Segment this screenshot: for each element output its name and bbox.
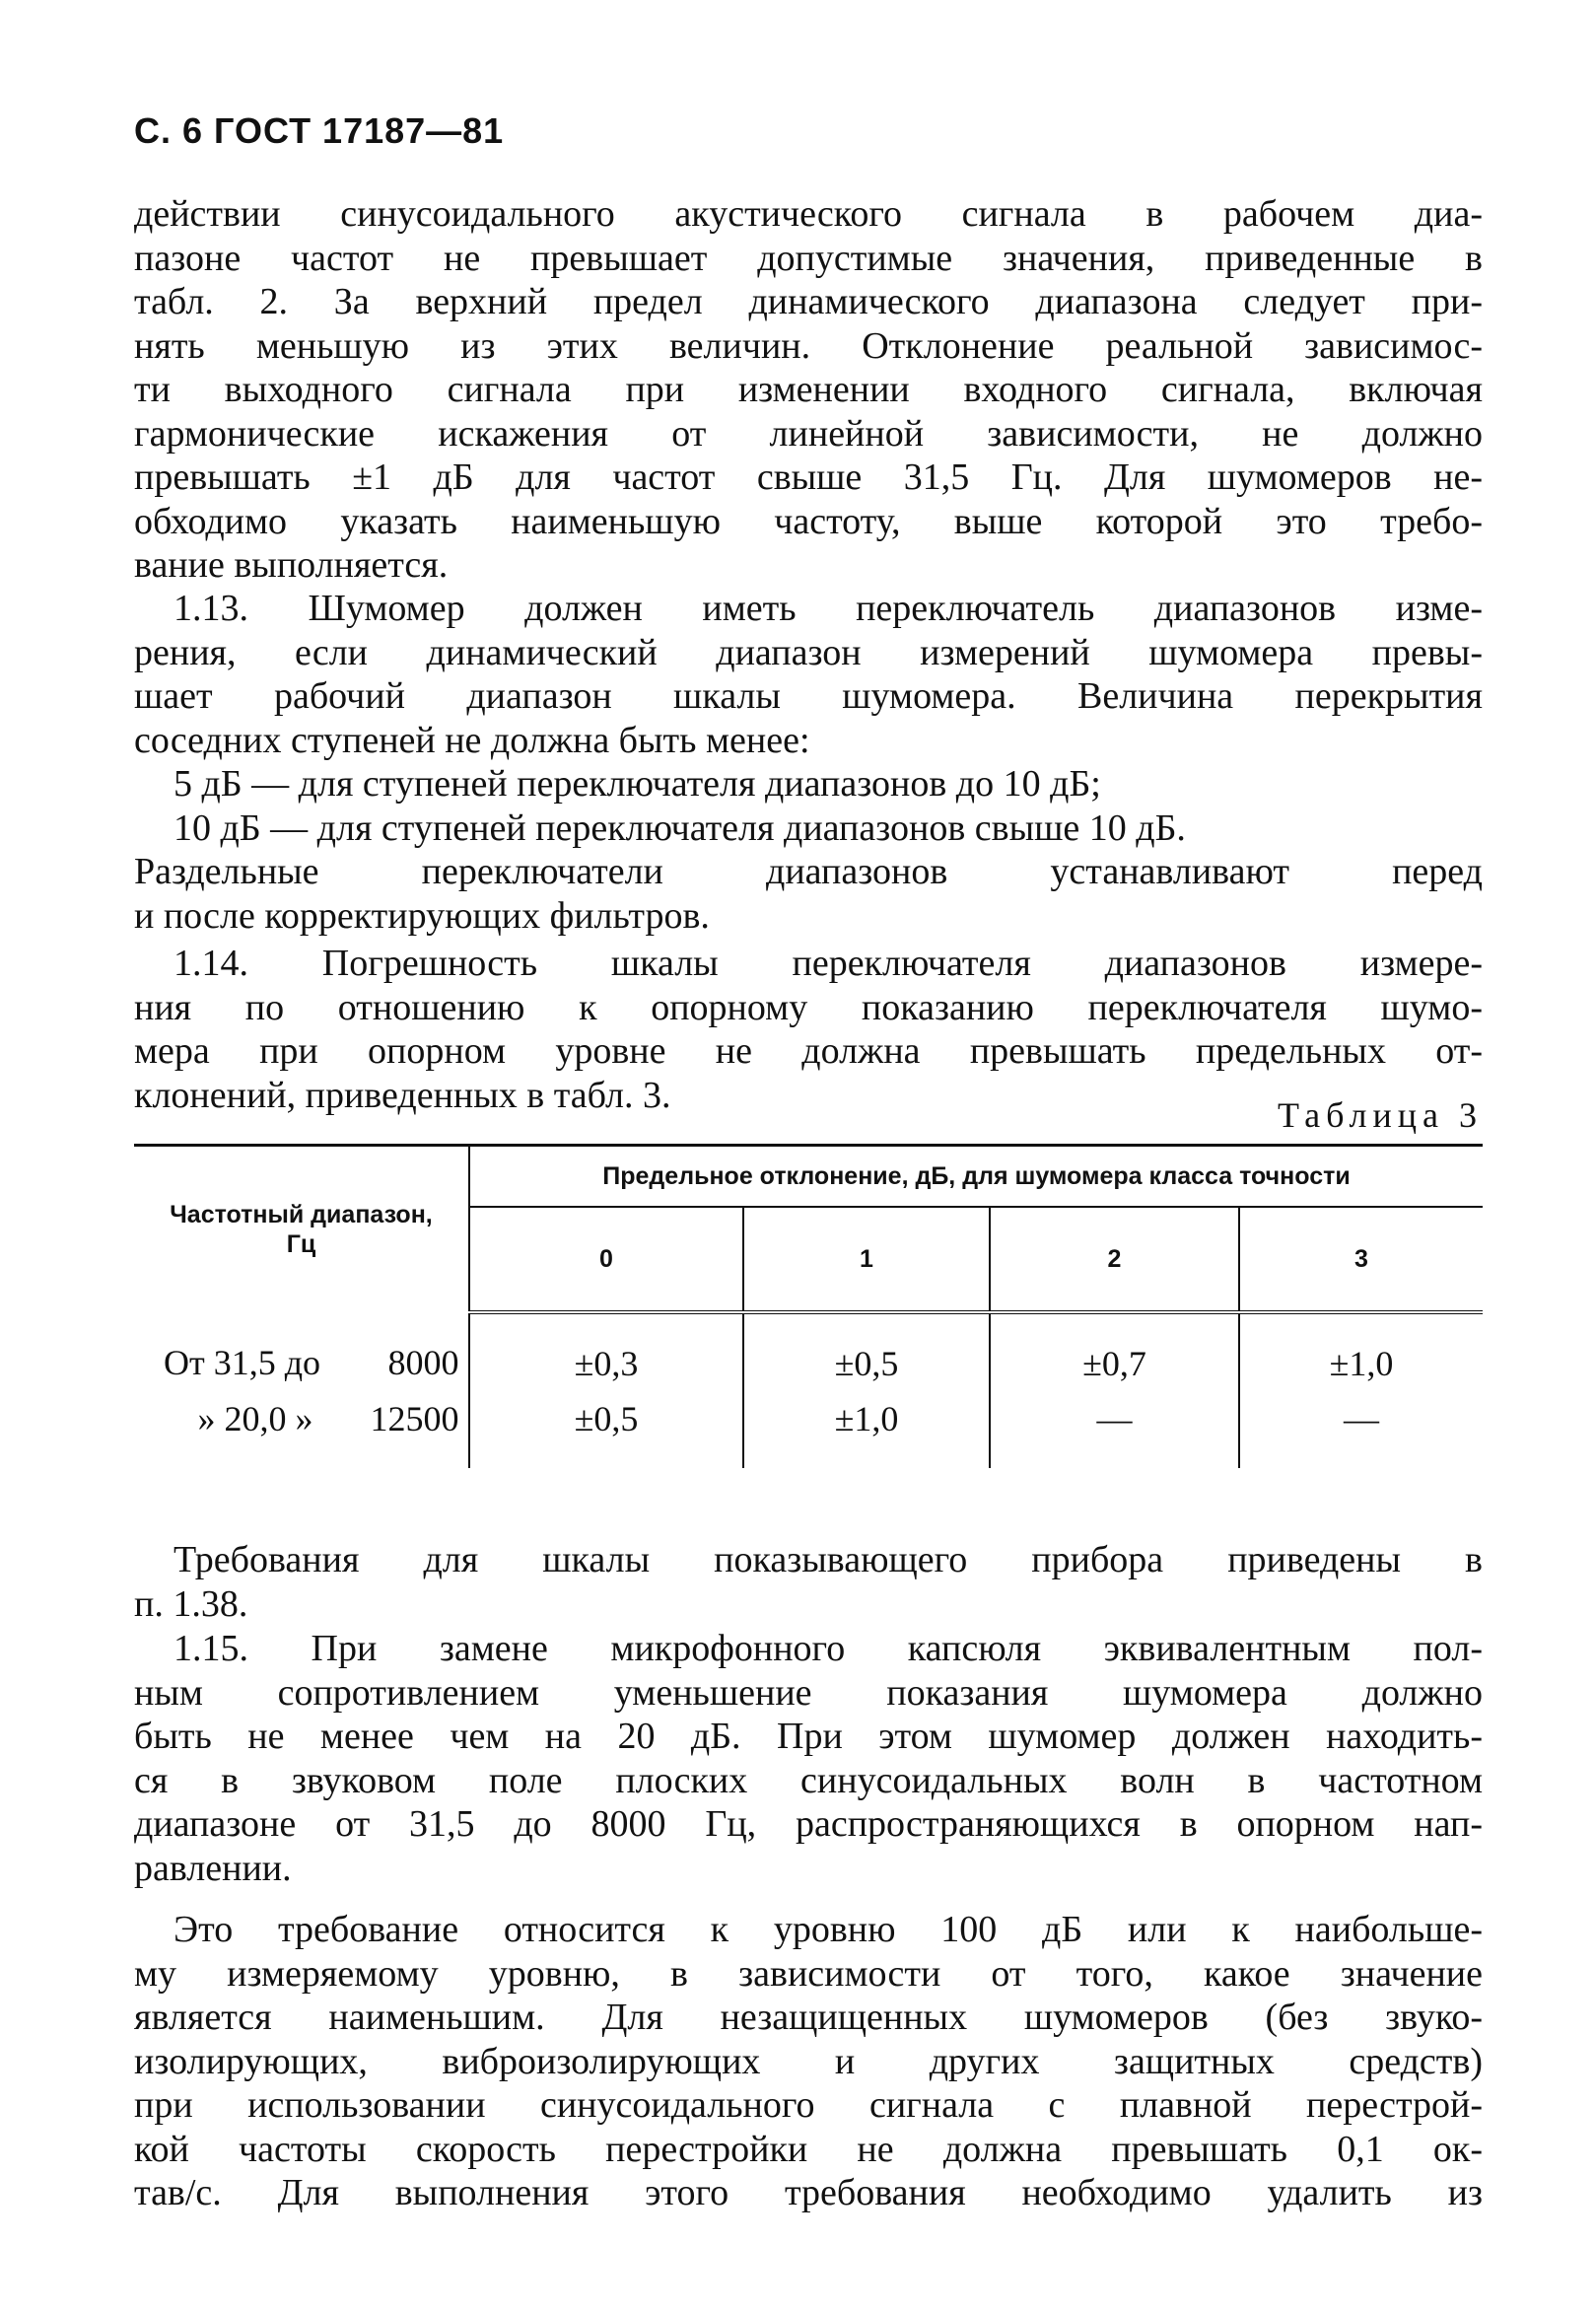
value-cell: ±0,5 [743, 1312, 990, 1391]
text-line: ния по отношению к опорному показанию переключателя шумо- [134, 986, 1483, 1028]
column-header-class: 0 [469, 1207, 743, 1312]
range-low: » 20,0 » [197, 1399, 313, 1438]
column-header-line: Частотный диапазон, [170, 1201, 433, 1228]
table-row [134, 1312, 1483, 1391]
value-cell: — [1239, 1391, 1483, 1468]
text-line: ся в звуковом поле плоских синусоидальных волн в частотном [134, 1759, 1483, 1801]
text-line: изолирующих, виброизолирующих и других защитных средств) [134, 2040, 1483, 2082]
column-header-line: Гц [286, 1230, 316, 1258]
text-line: равлении. [134, 1847, 292, 1889]
value-cell: ±1,0 [743, 1391, 990, 1468]
text-line: табл. 2. За верхний предел динамического диапазона следует при- [134, 281, 1483, 322]
column-header-class: 3 [1239, 1207, 1483, 1312]
text-line: шает рабочий диапазон шкалы шумомера. Величина перекрытия [134, 675, 1483, 717]
text-line: является наименьшим. Для незащищенных шумомеров (без звуко- [134, 1997, 1483, 2038]
text-line: обходимо указать наименьшую частоту, выше которой это требо- [134, 500, 1483, 542]
text-line: 1.13. Шумомер должен иметь переключатель диапазонов изме- [173, 588, 1483, 629]
text-line: клонений, приведенных в табл. 3. [134, 1074, 671, 1116]
text-line: диапазоне от 31,5 до 8000 Гц, распространяющихся в опорном нап- [134, 1803, 1483, 1845]
list-item: 5 дБ — для ступеней переключателя диапазонов до 10 дБ; [173, 763, 1101, 805]
text-line: нять меньшую из этих величин. Отклонение реальной зависимос- [134, 324, 1483, 367]
value-cell: ±0,7 [990, 1312, 1239, 1391]
text-line: при использовании синусоидального сигнала с плавной перестрой- [134, 2084, 1483, 2126]
text-line: гармонические искажения от линейной зависимости, не должно [134, 412, 1483, 455]
paragraph-1-13 [134, 587, 1483, 938]
text-line: Раздельные переключатели диапазонов устанавливают перед [134, 851, 1483, 892]
text-line: ным сопротивлением уменьшение показания шумомера должно [134, 1671, 1483, 1714]
text-line: ти выходного сигнала при изменении входного сигнала, включая [134, 369, 1483, 410]
text-line: соседних ступеней не должна быть менее: [134, 719, 810, 761]
value-cell: ±1,0 [1239, 1312, 1483, 1391]
value-cell: ±0,3 [469, 1312, 743, 1391]
table-caption: Таблица 3 [1278, 1095, 1483, 1135]
column-header-deviation: Предельное отклонение, дБ, для шумомера класса точности [469, 1146, 1483, 1208]
paragraph-scale-requirements [134, 1538, 1483, 1626]
text-line: Требования для шкалы показывающего прибора приведены в [173, 1539, 1483, 1580]
text-line: мера при опорном уровне не должна превышать предельных от- [134, 1030, 1483, 1072]
text-line: вание выполняется. [134, 544, 449, 586]
list-item: 10 дБ — для ступеней переключателя диапазонов свыше 10 дБ. [173, 806, 1186, 849]
text-line: Это требование относится к уровню 100 дБ или к наибольше- [173, 1909, 1483, 1950]
paragraph-1-14 [134, 942, 1483, 1117]
frequency-range-cell [134, 1312, 469, 1391]
range-low: От 31,5 до [163, 1343, 321, 1382]
table-3 [134, 1144, 1483, 1468]
text-line: быть не менее чем на 20 дБ. При этом шумомер должен находить- [134, 1716, 1483, 1757]
paragraph-1-15 [134, 1627, 1483, 1890]
paragraph-1 [134, 192, 1483, 588]
text-line: кой частоты скорость перестройки не должна превышать 0,1 ок- [134, 2128, 1483, 2170]
column-header-frequency [134, 1146, 469, 1313]
frequency-range-cell [134, 1391, 469, 1468]
table-row [134, 1391, 1483, 1468]
text-line: 1.15. При замене микрофонного капсюля эквивалентным пол- [173, 1628, 1483, 1669]
text-line: рения, если динамический диапазон измерений шумомера превы- [134, 631, 1483, 673]
page-header: С. 6 ГОСТ 17187—81 [134, 110, 505, 151]
value-cell: ±0,5 [469, 1391, 743, 1468]
text-line: пазоне частот не превышает допустимые значения, приведенные в [134, 237, 1483, 279]
text-line: превышать ±1 дБ для частот свыше 31,5 Гц. Для шумомеров не- [134, 456, 1483, 498]
column-header-class: 2 [990, 1207, 1239, 1312]
paragraph-requirement-note [134, 1908, 1483, 2215]
text-line: тав/с. Для выполнения этого требования необходимо удалить из [134, 2172, 1483, 2213]
text-line: действии синусоидального акустического сигнала в рабочем диа- [134, 193, 1483, 235]
text-line: му измеряемому уровню, в зависимости от того, какое значение [134, 1952, 1483, 1995]
column-header-class: 1 [743, 1207, 990, 1312]
value-cell: — [990, 1391, 1239, 1468]
range-high: 12500 [370, 1399, 459, 1438]
text-line: п. 1.38. [134, 1582, 248, 1625]
text-line: и после корректирующих фильтров. [134, 894, 710, 937]
range-high: 8000 [387, 1343, 459, 1382]
text-line: 1.14. Погрешность шкалы переключателя диапазонов измере- [173, 943, 1483, 984]
